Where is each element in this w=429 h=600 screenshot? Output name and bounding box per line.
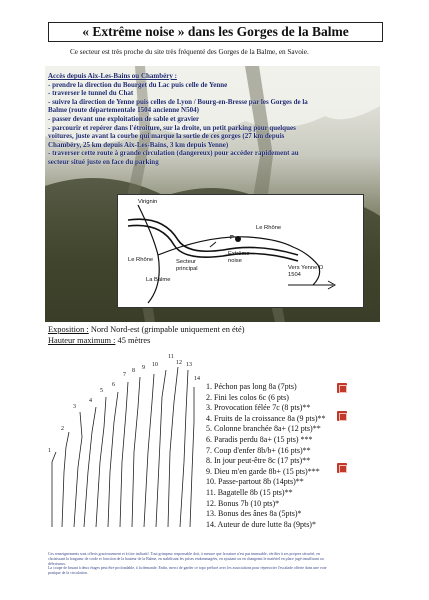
route-item: 6. Paradis perdu 8a+ (15 pts) *** — [206, 434, 313, 444]
red-stamp-icon — [337, 463, 347, 473]
footer-line: Ces renseignements sont offerts gracieusement et à titre indicatif. Tout grimpeur responsable doit, à mesure que la nature n'est pas immuable, vérifier à ses propres sécurité, en — [48, 552, 320, 556]
route-item: 2. Fini les colos 6c (6 pts) — [206, 392, 289, 402]
map-label-le-rhone-right: Le Rhône — [256, 225, 282, 231]
page-title: « Extrême noise » dans les Gorges de la Balme — [48, 22, 383, 42]
topo-number: 6 — [112, 382, 115, 388]
access-line: - parcourir et repérer dans l'étroiture, sur la droite, un petit parking pour quelques — [48, 123, 296, 132]
red-stamp-icon — [337, 383, 347, 393]
map-label-secteur-principal: Secteur principal — [176, 259, 198, 272]
route-item: 10. Passe-partout 8b (14pts)** — [206, 477, 304, 487]
route-item: 3. Provocation félée 7c (8 pts)** — [206, 403, 311, 413]
topo-number: 10 — [152, 362, 158, 368]
footer-line: La coupe de bruant à deux étages peut être profondable, à la demande. Enfin, merci de garder ce topo préfacé avec les associations pour répertorier l'escalade offerte dans une voie — [48, 566, 327, 571]
route-item: 7. Coup d'enfer 8b/b+ (16 pts)** — [206, 445, 311, 455]
footer-line: choisissant la longueur de corde et fonction de la hauteur de la Balme, en stabilisant les prises endommagées, en ajoutant ou en changeant le matériel en place jugé insuffisant ou — [48, 556, 324, 561]
map-label-le-rhone-left: Le Rhône — [128, 257, 154, 263]
route-item: 1. Péchon pas long 8a (7pts) — [206, 382, 297, 391]
topo-number: 3 — [73, 404, 76, 410]
topo-number: 1 — [48, 448, 51, 454]
map-label-vers-yenne: Vers Yenne D 1504 — [288, 265, 324, 278]
route-topo-diagram — [44, 352, 206, 527]
hauteur-line — [48, 336, 150, 345]
footer-line: pratique de la circulation. — [48, 571, 88, 576]
footer-line: défectueux. — [48, 561, 67, 566]
access-line: - passer devant une exploitation de sable et gravier — [48, 114, 200, 123]
hauteur-value: 45 mètres — [115, 336, 151, 345]
sector-marker-icon — [235, 236, 241, 242]
topo-number: 4 — [89, 398, 92, 404]
route-item: 8. In jour peut-être 8c (17 pts)** — [206, 456, 311, 466]
access-line: secteur situé juste en face du parking — [48, 157, 159, 166]
access-line: - suivre la direction de Yenne puis celles de Lyon / Bourg-en-Bresse par les Gorges de la — [48, 97, 308, 106]
exposition-line — [48, 325, 245, 334]
access-map — [117, 194, 364, 308]
exposition-label: Exposition : — [48, 325, 89, 334]
route-item: 11. Bagatelle 8b (15 pts)** — [206, 487, 293, 497]
route-item: 13. Bonus des ânes 8a (5pts)* — [206, 509, 302, 519]
route-item: 9. Dieu m'en garde 8b+ (15 pts)*** — [206, 466, 320, 476]
map-label-la-balme: La Balme — [146, 277, 171, 283]
disclaimer-footer — [48, 552, 382, 576]
map-label-virignin: Virignin — [138, 199, 158, 205]
topo-number: 5 — [100, 388, 103, 394]
access-line: - prendre la direction du Bourget du Lac puis celle de Yenne — [48, 80, 228, 89]
route-list — [206, 382, 326, 530]
topo-number: 12 — [176, 360, 182, 366]
access-heading: Accès depuis Aix-Les-Bains ou Chambéry : — [48, 72, 177, 80]
route-lines — [44, 352, 206, 527]
route-item: 5. Colonne branchée 8a+ (12 pts)** — [206, 424, 321, 434]
route-item: 12. Bonus 7b (10 pts)* — [206, 498, 280, 508]
hauteur-label: Hauteur maximum : — [48, 336, 116, 345]
exposition-value: Nord Nord-est (grimpable uniquement en été) — [88, 325, 245, 334]
topo-number: 8 — [132, 368, 135, 374]
topo-number: 11 — [168, 354, 174, 360]
access-directions — [48, 72, 378, 167]
topo-number: 2 — [61, 426, 64, 432]
access-line: - traverser le tunnel du Chat — [48, 89, 134, 98]
access-line: Chambéry, 25 km depuis Aix-Les-Bains, 3 km depuis Yenne) — [48, 140, 229, 149]
route-item: 14. Auteur de dure lutte 8a (9pts)* — [206, 519, 316, 529]
map-label-extreme-noise: Extrême noise — [228, 251, 250, 264]
topo-number: 9 — [142, 365, 145, 371]
red-stamp-icon — [337, 411, 347, 421]
topo-number: 13 — [186, 362, 192, 368]
topo-number: 7 — [123, 372, 126, 378]
access-line: - traverser cette route à grande circulation (dangereux) pour accéder rapidement au — [48, 149, 299, 158]
intro-text: Ce secteur est très proche du site très fréquenté des Gorges de la Balme, en Savoie. — [70, 48, 309, 56]
map-label-parking: P — [230, 235, 234, 241]
access-line: Balme (route départementale 1504 ancienne N504) — [48, 106, 199, 115]
access-line: voitures, juste avant la courbe qui marque la sortie de ces gorges (27 km depuis — [48, 132, 285, 141]
route-item: 4. Fruits de la croissance 8a (9 pts)** — [206, 413, 326, 423]
topo-number: 14 — [194, 376, 200, 382]
